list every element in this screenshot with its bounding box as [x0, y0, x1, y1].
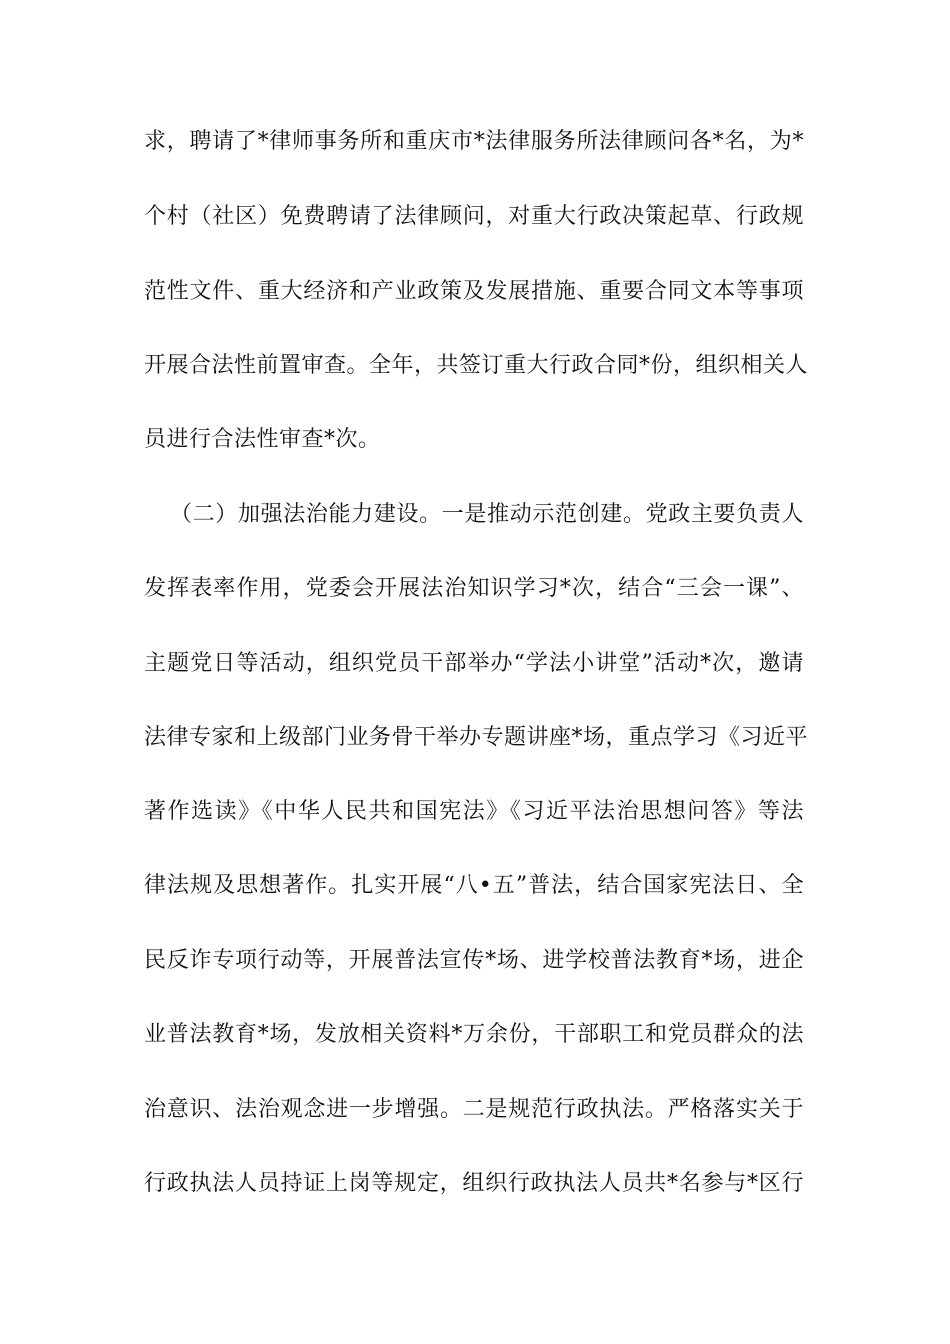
text-line-12: 民反诈专项行动等，开展普法宣传*场、进学校普法教育*场，进企	[144, 948, 804, 973]
text-line-15: 行政执法人员持证上岗等规定，组织行政执法人员共*名参与*区行	[144, 1171, 804, 1196]
text-line-13: 业普法教育*场，发放相关资料*万余份，干部职工和党员群众的法	[144, 1022, 804, 1047]
text-line-11: 律法规及思想著作。扎实开展“八•五”普法，结合国家宪法日、全	[144, 873, 804, 898]
text-line-9: 法律专家和上级部门业务骨干举办专题讲座*场，重点学习《习近平	[144, 725, 809, 750]
text-line-14: 治意识、法治观念进一步增强。二是规范行政执法。严格落实关于	[144, 1097, 804, 1122]
paragraph-heading-line: （二）加强法治能力建设。一是推动示范创建。党政主要负责人	[170, 502, 804, 527]
text-line-10: 著作选读》《中华人民共和国宪法》《习近平法治思想问答》等法	[144, 799, 804, 824]
text-line-8: 主题党日等活动，组织党员干部举办“学法小讲堂”活动*次，邀请	[144, 651, 804, 676]
text-line-4: 开展合法性前置审查。全年，共签订重大行政合同*份，组织相关人	[144, 353, 809, 378]
text-line-2: 个村（社区）免费聘请了法律顾问，对重大行政决策起草、行政规	[144, 204, 804, 229]
text-line-1: 求，聘请了*律师事务所和重庆市*法律服务所法律顾问各*名，为*	[144, 129, 804, 154]
text-line-7: 发挥表率作用，党委会开展法治知识学习*次，结合“三会一课”、	[144, 576, 804, 601]
text-line-3: 范性文件、重大经济和产业政策及发展措施、重要合同文本等事项	[144, 279, 804, 304]
text-line-5: 员进行合法性审查*次。	[144, 427, 381, 452]
